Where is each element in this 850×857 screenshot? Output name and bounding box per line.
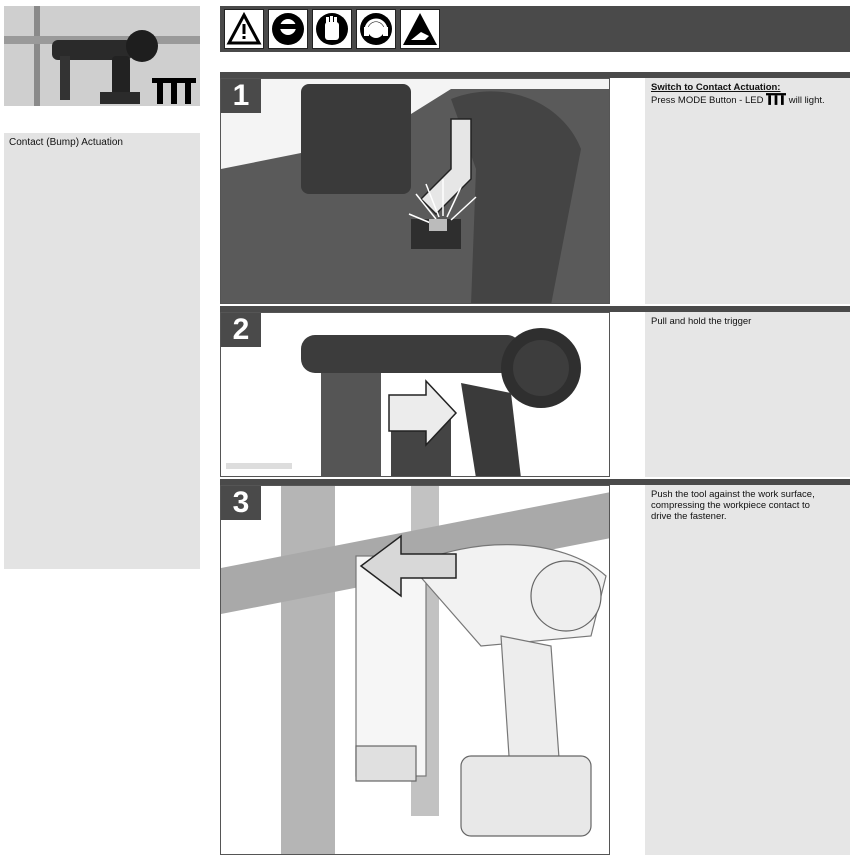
step-2-note bbox=[645, 312, 850, 477]
hand-hazard-icon bbox=[400, 9, 440, 49]
step-1-title: Switch to Contact Actuation: bbox=[651, 82, 781, 93]
step-3-illustration bbox=[220, 485, 610, 855]
step-1-text-before: Press MODE Button - LED bbox=[651, 95, 764, 107]
step-1-text-after: will light. bbox=[788, 95, 825, 107]
step-2-number: 2 bbox=[221, 313, 261, 347]
step-3-number: 3 bbox=[221, 486, 261, 520]
tool-thumbnail bbox=[4, 6, 200, 106]
sidebar-panel bbox=[4, 133, 200, 569]
step-1-illustration bbox=[220, 78, 610, 304]
glove-icon bbox=[312, 9, 352, 49]
safety-icon-bar bbox=[220, 6, 850, 52]
contact-mode-icon bbox=[152, 78, 196, 106]
step-2-illustration bbox=[220, 312, 610, 477]
step-2-text: Pull and hold the trigger bbox=[651, 316, 752, 327]
led-mode-icon bbox=[766, 93, 786, 108]
step-1-number: 1 bbox=[221, 79, 261, 113]
sidebar-title: Contact (Bump) Actuation bbox=[9, 137, 123, 148]
eye-protection-icon bbox=[268, 9, 308, 49]
hearing-protection-icon bbox=[356, 9, 396, 49]
warning-icon bbox=[224, 9, 264, 49]
step-3-note bbox=[645, 485, 850, 855]
step-1-note bbox=[645, 78, 850, 304]
step-3-text: Push the tool against the work surface, compressing the workpiece contact to drive the fastener. bbox=[651, 489, 815, 522]
